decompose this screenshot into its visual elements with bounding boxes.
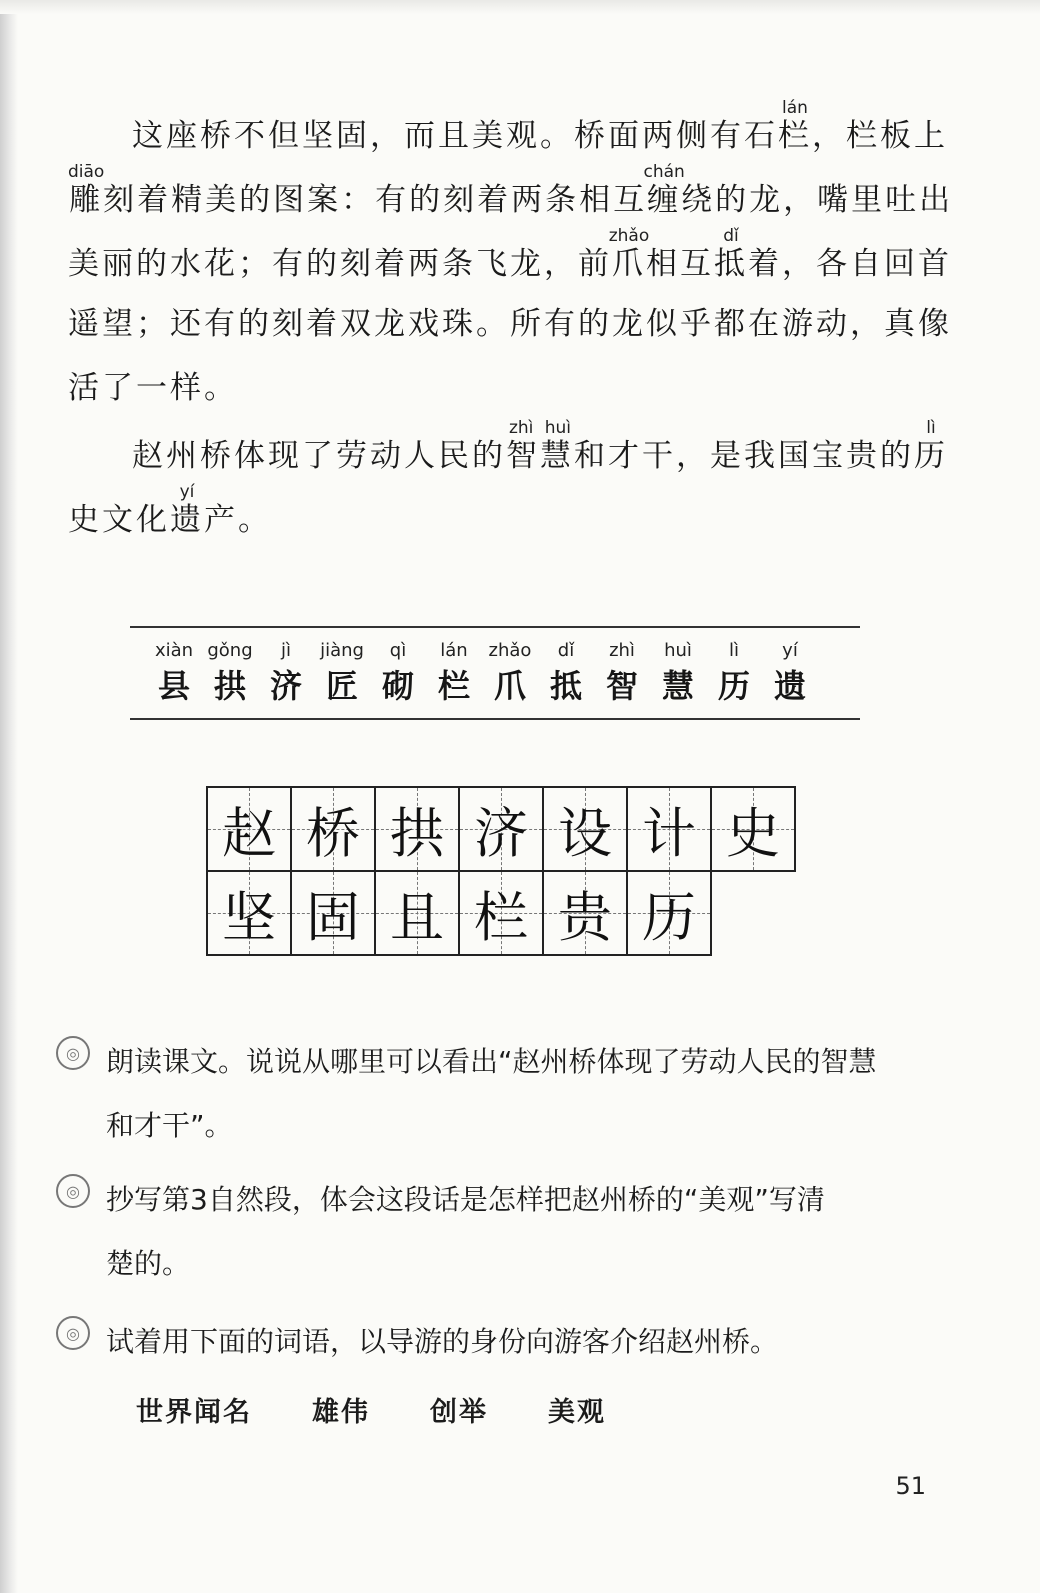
grid-char: 且 xyxy=(390,885,444,949)
vocab-char: 济 xyxy=(269,667,302,705)
pinyin-annotation: yí xyxy=(170,482,204,502)
text-line xyxy=(68,226,952,292)
vocab-pinyin: qì xyxy=(389,640,407,661)
text-segment: 这座桥不但坚固，而且美观。桥面两侧有石 xyxy=(132,118,778,154)
pinyin-annotation: diāo xyxy=(68,162,105,182)
vocab-bottom-rule xyxy=(130,718,860,720)
vocab-pinyin: xiàn xyxy=(154,640,194,661)
vocab-pinyin: zhì xyxy=(609,640,635,661)
vocab-char: 爪 xyxy=(493,667,526,705)
pinyin-annotation: dǐ xyxy=(714,226,748,246)
annotated-char: 历lì xyxy=(914,418,948,474)
exercise-3-line-1: 试着用下面的词语，以导游的身份向游客介绍赵州桥。 xyxy=(106,1325,779,1358)
word-item: 世界闻名 xyxy=(136,1397,252,1428)
vocab-char: 智 xyxy=(605,667,638,705)
vocab-char: 抵 xyxy=(549,667,582,705)
grid-cell xyxy=(626,786,712,872)
text-line xyxy=(68,98,948,164)
text-segment: 相互 xyxy=(646,246,714,282)
exercise-1-text xyxy=(106,1030,936,1158)
grid-cell xyxy=(290,870,376,956)
vocab-pinyin: dǐ xyxy=(557,640,575,661)
vocab-char: 遗 xyxy=(773,667,806,705)
grid-cell xyxy=(542,870,628,956)
vocab-item xyxy=(542,640,590,706)
annotated-char: 雕diāo xyxy=(68,162,105,218)
exercise-1-line-2: 和才干”。 xyxy=(106,1109,233,1142)
text-segment: 绕的龙，嘴里吐出 xyxy=(681,182,954,218)
grid-cell xyxy=(710,786,796,872)
vocab-item xyxy=(598,640,646,706)
grid-char: 固 xyxy=(306,885,360,949)
vocab-pinyin: lì xyxy=(728,640,739,661)
vocab-item xyxy=(262,640,310,706)
text-line xyxy=(68,292,952,356)
writing-grid-row-1 xyxy=(206,786,794,870)
vocab-top-rule xyxy=(130,626,860,628)
grid-char: 史 xyxy=(726,801,780,865)
grid-char: 设 xyxy=(558,801,612,865)
exercise-2-line-1: 抄写第3自然段，体会这段话是怎样把赵州桥的“美观”写清 xyxy=(106,1183,825,1216)
vocab-pinyin: yí xyxy=(782,640,798,661)
text-line xyxy=(68,484,940,548)
vocab-pinyin: jiàng xyxy=(320,640,364,661)
exercise-1 xyxy=(56,1030,936,1158)
vocab-pinyin: jì xyxy=(280,640,291,661)
paragraph-bridge-wisdom xyxy=(68,418,948,548)
grid-char: 贵 xyxy=(558,885,612,949)
page-top-shadow xyxy=(0,0,1040,14)
annotated-char: 爪zhǎo xyxy=(608,226,650,282)
grid-cell xyxy=(374,786,460,872)
grid-cell xyxy=(374,870,460,956)
pinyin-annotation: lán xyxy=(778,98,812,118)
text-segment: 史文化 xyxy=(68,502,170,538)
annotated-char: 遗yí xyxy=(170,482,204,538)
annotated-char: 栏lán xyxy=(778,98,812,154)
word-item: 雄伟 xyxy=(312,1397,370,1428)
vocab-pinyin: zhǎo xyxy=(488,640,532,661)
text-line xyxy=(68,356,940,420)
exercise-2-line-2: 楚的。 xyxy=(106,1247,191,1280)
text-segment: 活了一样。 xyxy=(68,370,238,406)
grid-cell xyxy=(290,786,376,872)
word-item: 创举 xyxy=(430,1397,488,1428)
exercise-3 xyxy=(56,1310,936,1374)
grid-char: 拱 xyxy=(390,801,444,865)
grid-cell xyxy=(458,870,544,956)
text-segment: 产。 xyxy=(204,502,272,538)
vocab-item xyxy=(150,640,198,706)
vocab-char: 砌 xyxy=(381,667,414,705)
grid-char: 桥 xyxy=(306,801,360,865)
grid-char: 赵 xyxy=(222,801,276,865)
grid-cell xyxy=(458,786,544,872)
pinyin-annotation: lì xyxy=(914,418,948,438)
text-line xyxy=(68,418,948,484)
pinyin-annotation: zhì huì xyxy=(506,418,574,438)
vocab-item xyxy=(486,640,534,706)
word-item: 美观 xyxy=(548,1397,606,1428)
vocab-item xyxy=(654,640,702,706)
annotated-char: 缠chán xyxy=(643,162,685,218)
vocab-char: 匠 xyxy=(325,667,358,705)
pinyin-annotation: zhǎo xyxy=(608,226,650,246)
vocab-char: 慧 xyxy=(661,667,694,705)
text-segment: ，栏板上 xyxy=(812,118,948,154)
writing-grid-row-2 xyxy=(206,870,794,954)
text-segment: 刻着精美的图案：有的刻着两条相互 xyxy=(103,182,648,218)
pinyin-annotation: chán xyxy=(643,162,685,182)
grid-char: 历 xyxy=(642,885,696,949)
grid-char: 计 xyxy=(642,801,696,865)
exercise-2 xyxy=(56,1168,936,1296)
grid-char: 栏 xyxy=(474,885,528,949)
writing-grid xyxy=(206,786,794,954)
vocab-char: 栏 xyxy=(437,667,470,705)
grid-char: 坚 xyxy=(222,885,276,949)
text-segment: 着，各自回首 xyxy=(748,246,952,282)
vocab-item xyxy=(766,640,814,706)
vocab-pinyin: lán xyxy=(440,640,468,661)
vocab-char: 拱 xyxy=(213,667,246,705)
grid-cell xyxy=(542,786,628,872)
annotated-char: 抵dǐ xyxy=(714,226,748,282)
grid-cell xyxy=(206,870,292,956)
vocab-item xyxy=(374,640,422,706)
paragraph-bridge-beauty xyxy=(68,98,954,420)
vocab-char: 历 xyxy=(717,667,750,705)
text-segment: 美丽的水花；有的刻着两条飞龙，前 xyxy=(68,246,612,282)
exercise-bullet-icon: ◎ xyxy=(56,1174,90,1208)
page-spine-shadow xyxy=(0,0,18,1593)
vocab-item xyxy=(710,640,758,706)
text-segment: 赵州桥体现了劳动人民的 xyxy=(132,438,506,474)
vocab-strip xyxy=(150,640,870,706)
grid-cell xyxy=(626,870,712,956)
exercise-2-text xyxy=(106,1168,936,1296)
vocab-pinyin: huì xyxy=(664,640,692,661)
word-bank xyxy=(136,1390,606,1429)
vocab-char: 县 xyxy=(157,667,190,705)
text-segment: 遥望；还有的刻着双龙戏珠。所有的龙似乎都在游动，真像 xyxy=(68,306,952,342)
exercise-3-text xyxy=(106,1310,936,1374)
annotated-char: 智慧zhì huì xyxy=(506,418,574,474)
exercise-bullet-icon: ◎ xyxy=(56,1316,90,1350)
vocab-item xyxy=(206,640,254,706)
vocab-item xyxy=(430,640,478,706)
grid-cell xyxy=(206,786,292,872)
vocab-item xyxy=(318,640,366,706)
page-number: 51 xyxy=(895,1472,926,1500)
exercise-bullet-icon: ◎ xyxy=(56,1036,90,1070)
grid-char: 济 xyxy=(474,801,528,865)
vocab-pinyin: gǒng xyxy=(207,640,253,661)
exercise-1-line-1: 朗读课文。说说从哪里可以看出“赵州桥体现了劳动人民的智慧 xyxy=(106,1045,877,1078)
text-segment: 和才干，是我国宝贵的 xyxy=(574,438,914,474)
text-line xyxy=(68,162,954,228)
